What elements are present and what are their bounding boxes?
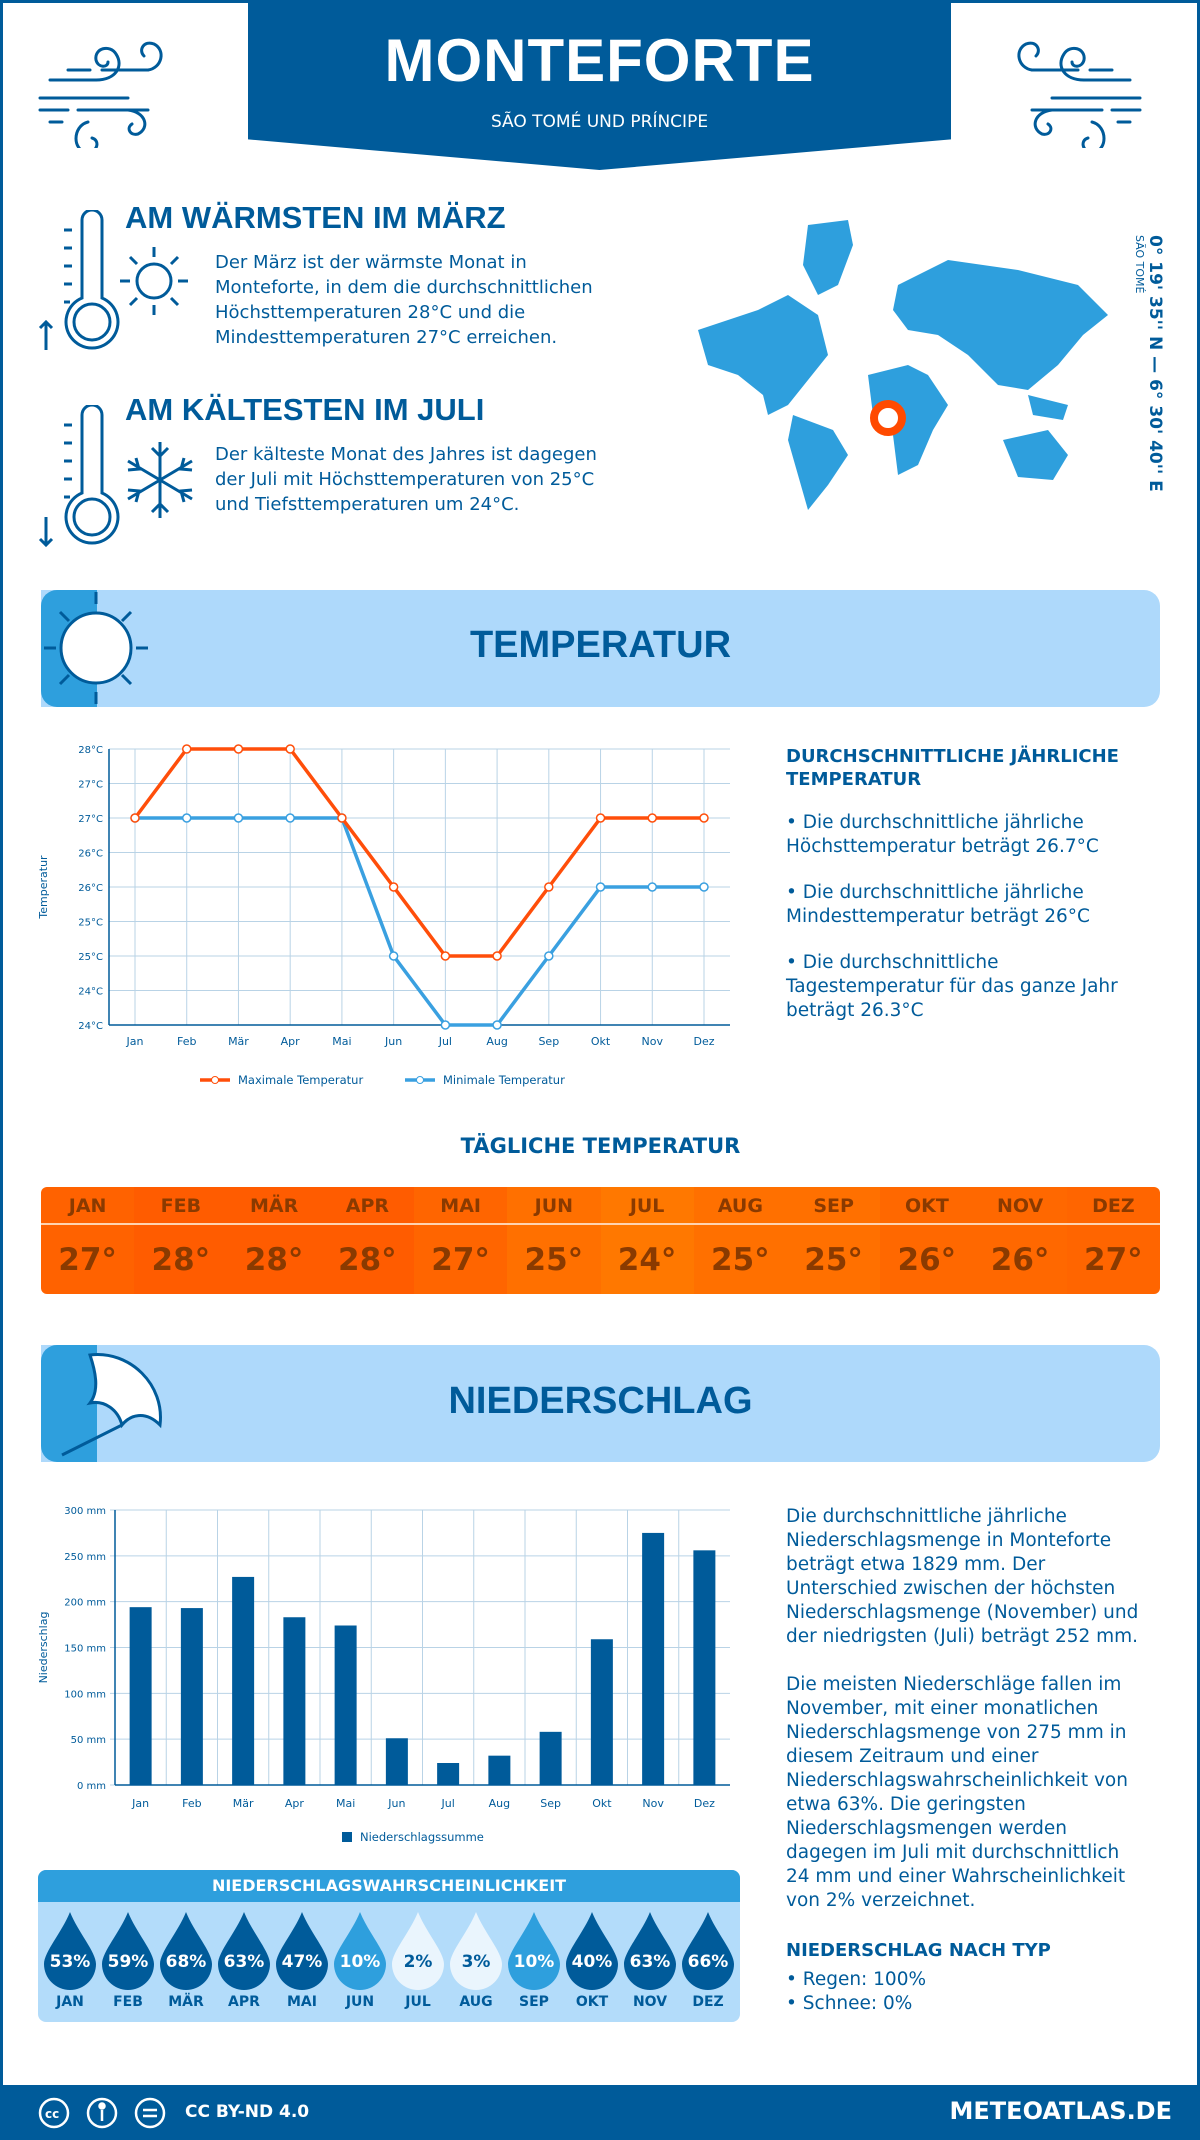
x-tick-label: Sep [538, 1035, 560, 1048]
data-point [700, 883, 708, 891]
warmest-text: Der März ist der wärmste Monat in Monteforte, in dem die durchschnittlichen Höchsttemperaturen 28°C und die Mindesttemperaturen 27°C erreichen. [215, 252, 593, 348]
probability-month: MAI [287, 1994, 317, 2010]
probability-drop [563, 1902, 621, 2010]
data-point [545, 883, 553, 891]
daily-temp-value: 25° [804, 1241, 863, 1278]
daily-temp-month: SEP [787, 1187, 880, 1225]
data-point [234, 745, 242, 753]
data-point [234, 814, 242, 822]
daily-temperature-title: TÄGLICHE TEMPERATUR [460, 1134, 741, 1158]
data-point [441, 1021, 449, 1029]
coldest-title: AM KÄLTESTEN IM JULI [125, 392, 485, 427]
probability-value: 3% [461, 1952, 491, 1972]
precipitation-bar [283, 1617, 305, 1785]
x-tick-label: Apr [284, 1797, 304, 1810]
greenland [803, 220, 853, 295]
x-tick-label: Mai [335, 1797, 356, 1810]
probability-title: NIEDERSCHLAGSWAHRSCHEINLICHKEIT [38, 1870, 740, 1902]
precipitation-section-title: NIEDERSCHLAG [448, 1380, 753, 1422]
thermometer-up-icon [38, 210, 128, 360]
precipitation-bar [488, 1756, 510, 1785]
x-tick-label: Okt [590, 1035, 611, 1048]
precipitation-bar [693, 1550, 715, 1785]
country-subtitle: SÃO TOMÉ UND PRÍNCIPE [490, 112, 709, 132]
y-axis-label: Temperatur [37, 855, 50, 919]
probability-month: SEP [519, 1994, 549, 2010]
probability-value: 10% [339, 1952, 381, 1972]
daily-temp-cell [507, 1187, 600, 1294]
type-rain: • Regen: 100% [786, 1969, 927, 1990]
probability-value: 10% [513, 1952, 555, 1972]
daily-temp-cell [228, 1187, 321, 1294]
raindrop-icon [682, 1912, 734, 1990]
daily-temp-value: 25° [711, 1241, 770, 1278]
city-title: MONTEFORTE [384, 27, 815, 94]
probability-drop [331, 1902, 389, 2010]
x-tick-label: Jul [438, 1035, 453, 1048]
x-tick-label: Jan [132, 1797, 150, 1810]
daily-temp-month: JUL [601, 1187, 694, 1225]
probability-drop [505, 1902, 563, 2010]
australia [1003, 430, 1068, 480]
bullet-max: • Die durchschnittliche jährliche Höchsttemperatur beträgt 26.7°C [786, 812, 1099, 857]
y-tick-label: 26°C [78, 883, 103, 894]
data-point [183, 745, 191, 753]
data-point [286, 814, 294, 822]
daily-temp-cell [134, 1187, 227, 1294]
precipitation-paragraph-2: Die meisten Niederschläge fallen im November, mit einer monatlichen Niederschlagsmenge von 275 mm in diesem Zeitraum und einer Niederschlagswahrscheinlichkeit von etwa 63%. Die geringsten Niederschlagsmengen werden dagegen im Juli mit durchschnittlich 24 mm und einer Wahrscheinlichkeit von 2% verzeichnet. [786, 1674, 1128, 1911]
data-point [441, 952, 449, 960]
precipitation-summary [786, 1505, 1146, 2016]
daily-temp-month: APR [321, 1187, 414, 1225]
x-tick-label: Jul [441, 1797, 455, 1810]
data-point [545, 952, 553, 960]
wind-icon [38, 28, 168, 148]
bullet-avg: • Die durchschnittliche Tagestemperatur für das ganze Jahr beträgt 26.3°C [786, 952, 1118, 1021]
y-tick-label: 0 mm [76, 1781, 106, 1792]
daily-temp-month: MÄR [228, 1187, 321, 1225]
daily-temp-cell [974, 1187, 1067, 1294]
daily-temp-value: 28° [244, 1241, 304, 1278]
daily-temp-value: 27° [1084, 1241, 1143, 1278]
data-point [131, 814, 139, 822]
probability-drop [273, 1902, 331, 2010]
probability-month: OKT [575, 1994, 609, 2010]
raindrop-icon [508, 1912, 560, 1990]
daily-temp-cell [1067, 1187, 1160, 1294]
probability-value: 63% [223, 1952, 265, 1972]
y-tick-label: 24°C [78, 1021, 103, 1032]
data-point [183, 814, 191, 822]
legend-marker [417, 1077, 424, 1084]
x-tick-label: Dez [693, 1797, 715, 1810]
bullet-min: • Die durchschnittliche jährliche Mindesttemperatur beträgt 26°C [786, 882, 1090, 927]
probability-month: JAN [56, 1994, 84, 2010]
probability-month: JUL [405, 1994, 431, 2010]
probability-month: DEZ [692, 1994, 724, 2010]
south-america [788, 415, 848, 510]
daily-temp-value: 26° [990, 1241, 1050, 1278]
x-tick-label: Nov [642, 1797, 664, 1810]
probability-value: 40% [571, 1952, 613, 1972]
precipitation-bar [437, 1763, 459, 1785]
type-snow: • Schnee: 0% [786, 1993, 913, 2014]
precipitation-bar [642, 1533, 664, 1785]
sun-icon [118, 245, 190, 317]
daily-temperature-strip [41, 1187, 1160, 1294]
raindrop-icon [334, 1912, 386, 1990]
probability-drop [679, 1902, 737, 2010]
data-point [390, 952, 398, 960]
location-marker-icon [874, 404, 902, 432]
probability-value: 47% [281, 1952, 323, 1972]
x-tick-label: Aug [488, 1797, 511, 1810]
data-point [286, 745, 294, 753]
snowflake-icon [124, 440, 196, 520]
daily-temp-month: DEZ [1067, 1187, 1160, 1225]
daily-temp-value: 28° [151, 1241, 211, 1278]
probability-value: 2% [403, 1952, 433, 1972]
y-tick-label: 100 mm [64, 1689, 106, 1701]
daily-temp-month: OKT [880, 1187, 973, 1225]
precipitation-bar [181, 1608, 203, 1785]
nd-icon [136, 2099, 164, 2127]
x-tick-label: Mär [228, 1035, 249, 1048]
probability-month: APR [228, 1994, 260, 2010]
precipitation-paragraph-1: Die durchschnittliche jährliche Niederschlagsmenge in Monteforte beträgt etwa 1829 mm. Der Unterschied zwischen der höchsten Niederschlagsmenge (November) und der niedrigsten (Juli) beträgt 252 mm. [786, 1506, 1139, 1647]
data-point [700, 814, 708, 822]
y-tick-label: 24°C [78, 986, 103, 998]
x-tick-label: Okt [592, 1797, 612, 1810]
y-tick-label: 27°C [78, 779, 103, 791]
eurasia [893, 260, 1108, 390]
x-tick-label: Feb [182, 1797, 202, 1810]
daily-temp-cell [787, 1187, 880, 1294]
daily-temp-value: 27° [58, 1241, 117, 1278]
probability-value: 59% [107, 1952, 149, 1972]
data-point [338, 814, 346, 822]
probability-month: JUN [345, 1994, 375, 2010]
license-icons [38, 2097, 168, 2129]
daily-temp-month: AUG [694, 1187, 787, 1225]
precipitation-bar [540, 1732, 562, 1785]
precipitation-bar [130, 1607, 152, 1785]
license-text: CC BY-ND 4.0 [185, 2102, 310, 2122]
raindrop-icon [392, 1912, 444, 1990]
legend-label: Maximale Temperatur [238, 1073, 364, 1087]
precipitation-probability-panel [38, 1870, 740, 2022]
raindrop-icon [566, 1912, 618, 1990]
probability-value: 63% [629, 1952, 671, 1972]
probability-month: FEB [113, 1994, 143, 2010]
data-point [597, 883, 605, 891]
daily-temp-month: JAN [41, 1187, 134, 1225]
daily-temp-value: 28° [338, 1241, 397, 1278]
probability-drop [389, 1902, 447, 2010]
y-tick-label: 150 mm [64, 1643, 106, 1655]
x-tick-label: Mär [232, 1797, 254, 1810]
x-tick-label: Apr [280, 1035, 300, 1048]
y-tick-label: 26°C [78, 848, 103, 860]
probability-value: 66% [687, 1952, 729, 1972]
precipitation-bar [335, 1626, 357, 1786]
temperature-chart [30, 735, 750, 1105]
probability-drop [99, 1902, 157, 2010]
raindrop-icon [102, 1912, 154, 1990]
probability-value: 53% [49, 1952, 91, 1972]
x-tick-label: Sep [540, 1797, 561, 1810]
coldest-text: Der kälteste Monat des Jahres ist dagegen der Juli mit Höchsttemperaturen von 25°C und Tiefsttemperaturen um 24°C. [215, 444, 597, 515]
probability-drop [157, 1902, 215, 2010]
svg-text:cc: cc [45, 2107, 60, 2121]
y-axis-label: Niederschlag [37, 1611, 50, 1684]
raindrop-icon [218, 1912, 270, 1990]
y-tick-label: 28°C [78, 745, 103, 756]
probability-month: AUG [459, 1994, 493, 2010]
raindrop-icon [624, 1912, 676, 1990]
map-region: SÃO TOMÉ [1133, 235, 1146, 294]
precipitation-bar [591, 1639, 613, 1785]
legend-label: Niederschlagssumme [360, 1830, 484, 1844]
y-tick-label: 25°C [78, 952, 103, 963]
daily-temp-month: JUN [507, 1187, 600, 1225]
thermometer-down-icon [38, 405, 128, 555]
x-tick-label: Jun [385, 1035, 403, 1048]
x-tick-label: Mai [332, 1035, 352, 1048]
daily-temp-month: NOV [974, 1187, 1067, 1225]
probability-month: NOV [632, 1994, 668, 2010]
probability-drop [621, 1902, 679, 2010]
data-point [493, 1021, 501, 1029]
site-link[interactable]: METEOATLAS.DE [949, 2097, 1172, 2125]
daily-temp-value: 27° [431, 1241, 490, 1278]
probability-drop [41, 1902, 99, 2010]
y-tick-label: 200 mm [64, 1597, 106, 1609]
data-point [390, 883, 398, 891]
probability-drop [447, 1902, 505, 2010]
daily-temp-month: FEB [134, 1187, 227, 1225]
probability-month: MÄR [168, 1994, 204, 2010]
daily-temp-cell [41, 1187, 134, 1294]
raindrop-icon [450, 1912, 502, 1990]
wind-icon [1012, 28, 1142, 148]
daily-temp-month: MAI [414, 1187, 507, 1225]
legend-marker [212, 1077, 219, 1084]
x-tick-label: Nov [641, 1035, 664, 1048]
daily-temp-cell [601, 1187, 694, 1294]
probability-drop [215, 1902, 273, 2010]
temperature-section-title: TEMPERATUR [469, 624, 732, 666]
data-point [648, 883, 656, 891]
daily-temp-value: 26° [897, 1241, 957, 1278]
data-point [648, 814, 656, 822]
raindrop-icon [44, 1912, 96, 1990]
temperature-summary [786, 745, 1146, 1023]
world-map [668, 215, 1118, 510]
x-tick-label: Dez [693, 1035, 715, 1048]
warmest-title: AM WÄRMSTEN IM MÄRZ [125, 200, 506, 235]
legend-swatch [342, 1832, 352, 1842]
y-tick-label: 300 mm [64, 1506, 106, 1517]
daily-temp-value: 25° [524, 1241, 584, 1278]
probability-value: 68% [165, 1952, 207, 1972]
y-tick-label: 50 mm [70, 1735, 106, 1747]
raindrop-icon [160, 1912, 212, 1990]
legend-label: Minimale Temperatur [443, 1073, 565, 1087]
x-tick-label: Aug [486, 1035, 508, 1048]
y-tick-label: 25°C [78, 917, 103, 929]
daily-temp-cell [321, 1187, 414, 1294]
daily-temp-cell [880, 1187, 973, 1294]
daily-temp-cell [694, 1187, 787, 1294]
precipitation-type-heading: NIEDERSCHLAG NACH TYP [786, 1940, 1051, 1961]
data-point [597, 814, 605, 822]
precipitation-chart [30, 1495, 750, 1855]
y-tick-label: 27°C [78, 814, 103, 825]
data-point [493, 952, 501, 960]
north-america [698, 295, 828, 415]
raindrop-icon [276, 1912, 328, 1990]
x-tick-label: Jan [126, 1035, 144, 1048]
precipitation-bar [232, 1577, 254, 1785]
daily-temp-cell [414, 1187, 507, 1294]
precipitation-bar [386, 1738, 408, 1785]
daily-temp-value: 24° [617, 1241, 677, 1278]
y-tick-label: 250 mm [64, 1551, 106, 1563]
x-tick-label: Jun [388, 1797, 406, 1810]
coordinates: 0° 19' 35'' N — 6° 30' 40'' E [1145, 235, 1165, 492]
indonesia [1028, 395, 1068, 420]
x-tick-label: Feb [176, 1035, 197, 1048]
annual-temperature-heading: DURCHSCHNITTLICHE JÄHRLICHE TEMPERATUR [786, 746, 1119, 790]
footer [0, 2085, 1200, 2140]
